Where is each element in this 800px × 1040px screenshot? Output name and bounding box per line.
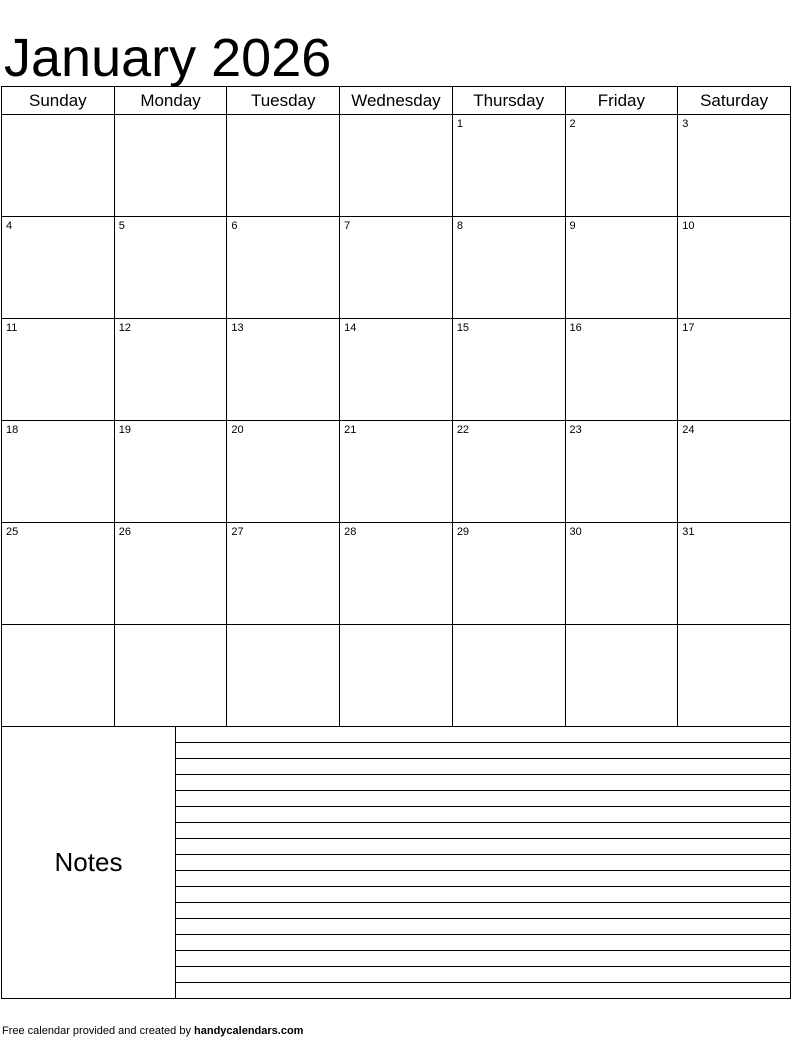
day-cell[interactable] [565,115,678,217]
notes-line[interactable] [176,983,790,998]
weekday-header-tuesday: Tuesday [227,87,340,115]
day-cell[interactable] [452,115,565,217]
day-cell[interactable] [227,421,340,523]
notes-line[interactable] [176,919,790,935]
day-number: 29 [456,526,470,538]
notes-lines-area[interactable] [176,727,790,998]
notes-line[interactable] [176,887,790,903]
notes-line[interactable] [176,775,790,791]
day-number: 7 [344,220,351,232]
notes-line[interactable] [176,743,790,759]
notes-line[interactable] [176,823,790,839]
title-text [4,30,331,86]
day-cell[interactable] [114,115,227,217]
day-cell[interactable] [340,523,453,625]
day-cell[interactable] [114,523,227,625]
title-year: 2026 [211,28,332,88]
notes-line[interactable] [176,871,790,887]
day-cell[interactable] [678,421,791,523]
day-number: 13 [231,322,244,334]
day-cell[interactable] [114,625,227,727]
day-number: 1 [456,118,463,130]
day-cell[interactable] [340,421,453,523]
day-cell[interactable] [678,115,791,217]
notes-line[interactable] [176,791,790,807]
calendar-week-row [2,217,791,319]
notes-line[interactable] [176,935,790,951]
day-cell[interactable] [2,421,115,523]
day-cell[interactable] [2,115,115,217]
day-number: 19 [118,424,131,436]
day-number: 4 [6,220,13,232]
day-cell[interactable] [678,523,791,625]
weekday-header-row [2,87,791,115]
footer-text: Free calendar provided and created by [2,1025,195,1037]
day-number: 25 [6,526,19,538]
day-cell[interactable] [227,115,340,217]
day-cell[interactable] [227,625,340,727]
calendar-grid [1,86,791,727]
day-cell[interactable] [2,217,115,319]
day-cell[interactable] [452,625,565,727]
day-cell[interactable] [678,319,791,421]
day-cell[interactable] [565,319,678,421]
day-cell[interactable] [114,421,227,523]
day-cell[interactable] [452,217,565,319]
day-number: 27 [231,526,244,538]
weekday-header-sunday: Sunday [2,87,115,115]
day-cell[interactable] [2,625,115,727]
day-cell[interactable] [340,319,453,421]
calendar-week-row [2,625,791,727]
day-cell[interactable] [114,319,227,421]
calendar-week-row [2,523,791,625]
day-number: 26 [118,526,131,538]
weekday-header-monday: Monday [114,87,227,115]
day-cell[interactable] [452,421,565,523]
day-cell[interactable] [2,319,115,421]
notes-line[interactable] [176,967,790,983]
day-cell[interactable] [678,217,791,319]
day-cell[interactable] [565,217,678,319]
weekday-header-friday: Friday [565,87,678,115]
page-title [0,0,800,86]
notes-line[interactable] [176,807,790,823]
day-number: 12 [118,322,131,334]
day-number: 16 [569,322,582,334]
day-number: 2 [569,118,576,130]
day-cell[interactable] [565,625,678,727]
day-cell[interactable] [340,625,453,727]
day-cell[interactable] [452,319,565,421]
day-number: 30 [569,526,582,538]
day-cell[interactable] [227,319,340,421]
notes-section [1,727,791,999]
day-number: 24 [682,424,695,436]
notes-line[interactable] [176,855,790,871]
day-number: 5 [118,220,125,232]
day-cell[interactable] [340,217,453,319]
calendar-week-row [2,115,791,217]
calendar-week-row [2,319,791,421]
notes-line[interactable] [176,951,790,967]
day-number: 22 [456,424,470,436]
day-cell[interactable] [227,217,340,319]
day-cell[interactable] [114,217,227,319]
day-number: 28 [344,526,357,538]
day-cell[interactable] [340,115,453,217]
weekday-header-wednesday: Wednesday [340,87,453,115]
weekday-header-thursday: Thursday [452,87,565,115]
day-number: 31 [682,526,695,538]
day-cell[interactable] [678,625,791,727]
day-number: 3 [682,118,689,130]
day-cell[interactable] [565,523,678,625]
notes-line[interactable] [176,759,790,775]
notes-line[interactable] [176,727,790,743]
notes-line[interactable] [176,839,790,855]
day-number: 15 [456,322,470,334]
title-month: January [4,28,197,88]
day-number: 20 [231,424,244,436]
day-number: 6 [231,220,238,232]
day-number: 11 [6,322,18,334]
day-number: 10 [682,220,695,232]
calendar-week-row [2,421,791,523]
day-cell[interactable] [227,523,340,625]
day-cell[interactable] [2,523,115,625]
footer [2,1025,303,1038]
day-cell[interactable] [452,523,565,625]
day-cell[interactable] [565,421,678,523]
notes-label: Notes [2,727,176,998]
day-number: 14 [344,322,357,334]
day-number: 17 [682,322,695,334]
weekday-header-saturday: Saturday [678,87,791,115]
day-number: 8 [456,220,463,232]
footer-brand: handycalendars.com [194,1025,304,1037]
day-number: 21 [344,424,357,436]
day-number: 18 [6,424,19,436]
day-number: 9 [569,220,576,232]
notes-line[interactable] [176,903,790,919]
day-number: 23 [569,424,582,436]
